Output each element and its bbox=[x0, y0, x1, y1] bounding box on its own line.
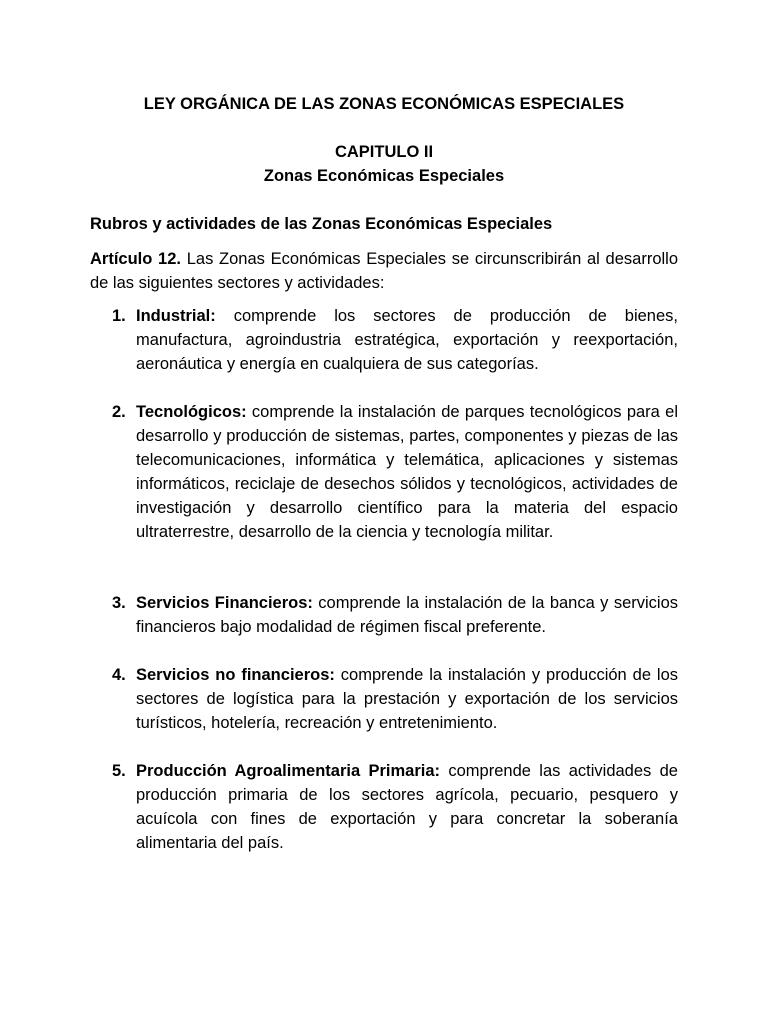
list-item-term: Servicios no financieros: bbox=[136, 666, 335, 684]
article-label: Artículo 12. bbox=[90, 250, 181, 268]
list-item-text: comprende las actividades de producción primaria de los sectores agrícola, pecuario, pesquero y acuícola con fines de exportación y para concretar la soberanía alimentaria del país. bbox=[136, 762, 678, 852]
list-item bbox=[90, 759, 678, 855]
list-item-text: comprende la instalación de parques tecnológicos para el desarrollo y producción de sistemas, partes, componentes y piezas de las telecomunicaciones, informática y telemática, aplicaciones y sistemas informáticos, reciclaje de desechos sólidos y tecnológicos, actividades de investigación y desarrollo científico para la materia del espacio ultraterrestre, desarrollo de la ciencia y tecnología militar. bbox=[136, 403, 678, 541]
chapter-number: CAPITULO II bbox=[334, 143, 434, 161]
list-item-body bbox=[136, 591, 678, 639]
list-item-body bbox=[136, 759, 678, 855]
list-item-number: 5. bbox=[112, 762, 126, 780]
list-item-number: 3. bbox=[112, 594, 126, 612]
list-item-number: 2. bbox=[112, 403, 126, 421]
article-text: Las Zonas Económicas Especiales se circunscribirán al desarrollo de las siguientes sectores y actividades: bbox=[90, 250, 678, 292]
list-item bbox=[90, 663, 678, 735]
article-paragraph bbox=[90, 247, 678, 295]
list-item-number: 4. bbox=[112, 666, 126, 684]
list-item-body bbox=[136, 663, 678, 735]
list-item-text: comprende la instalación y producción de los sectores de logística para la prestación y exportación de los servicios turísticos, hotelería, recreación y entretenimiento. bbox=[136, 666, 678, 732]
law-title: LEY ORGÁNICA DE LAS ZONAS ECONÓMICAS ESPECIALES bbox=[143, 95, 625, 113]
list-item bbox=[90, 304, 678, 376]
list-item-text: comprende la instalación de la banca y servicios financieros bajo modalidad de régimen fiscal preferente. bbox=[136, 594, 678, 636]
list-item-body bbox=[136, 400, 678, 544]
section-heading: Rubros y actividades de las Zonas Económicas Especiales bbox=[90, 215, 553, 233]
list-item bbox=[90, 591, 678, 639]
list-item bbox=[90, 400, 678, 544]
list-item-term: Tecnológicos: bbox=[136, 403, 247, 421]
list-item-body bbox=[136, 304, 678, 376]
list-item-term: Producción Agroalimentaria Primaria: bbox=[136, 762, 441, 780]
list-item-term: Servicios Financieros: bbox=[136, 594, 313, 612]
chapter-title: Zonas Económicas Especiales bbox=[263, 167, 505, 185]
list-item-number: 1. bbox=[112, 307, 126, 325]
list-item-text: comprende los sectores de producción de bienes, manufactura, agroindustria estratégica, exportación y reexportación, aeronáutica y energía en cualquiera de sus categorías. bbox=[136, 307, 678, 373]
list-item-term: Industrial: bbox=[136, 307, 216, 325]
